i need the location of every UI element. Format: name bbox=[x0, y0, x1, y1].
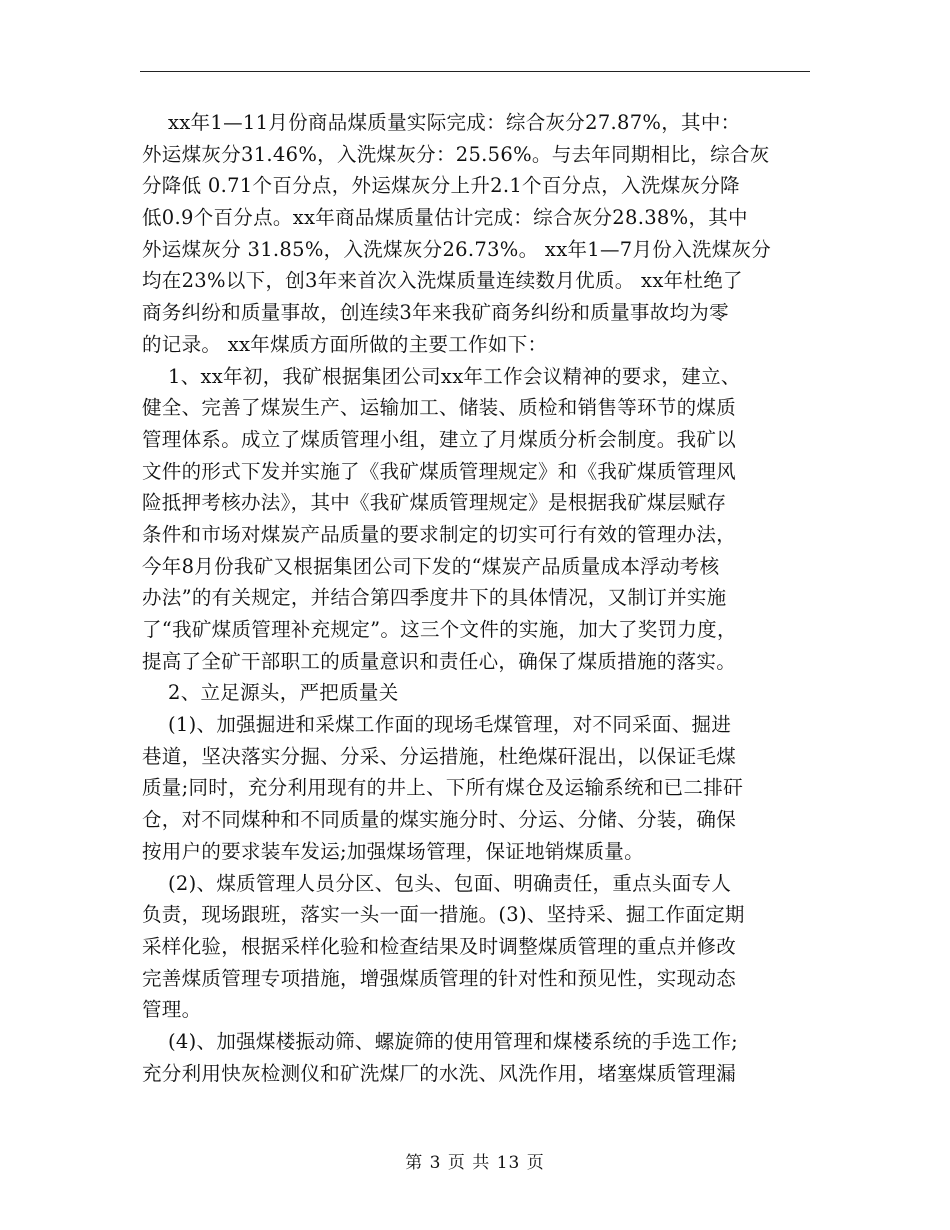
text-line: 分降低 0.71个百分点，外运煤灰分上升2.1个百分点，入洗煤灰分降 bbox=[142, 174, 740, 198]
text-line: 管理体系。成立了煤质管理小组，建立了月煤质分析会制度。我矿以 bbox=[142, 427, 737, 451]
text-line: 条件和市场对煤炭产品质量的要求制定的切实可行有效的管理办法， bbox=[142, 522, 737, 546]
text-line: 低0.9个百分点。xx年商品煤质量估计完成：综合灰分28.38%，其中 bbox=[142, 206, 748, 230]
text-line: 外运煤灰分 31.85%，入洗煤灰分26.73%。 xx年1—7月份入洗煤灰分 bbox=[142, 237, 772, 261]
text-line: 按用户的要求装车发运;加强煤场管理，保证地销煤质量。 bbox=[142, 839, 644, 863]
text-line: 管理。 bbox=[142, 998, 202, 1022]
text-line: 文件的形式下发并实施了《我矿煤质管理规定》和《我矿煤质管理风 bbox=[142, 459, 737, 483]
text-line: 健全、完善了煤炭生产、运输加工、储装、质检和销售等环节的煤质 bbox=[142, 396, 737, 420]
text-line: 巷道，坚决落实分掘、分采、分运措施，杜绝煤矸混出，以保证毛煤 bbox=[142, 744, 737, 768]
text-line: 了“我矿煤质管理补充规定”。这三个文件的实施，加大了奖罚力度， bbox=[142, 618, 737, 641]
text-line: 险抵押考核办法》，其中《我矿煤质管理规定》是根据我矿煤层赋存 bbox=[142, 491, 727, 515]
text-line: 采样化验，根据采样化验和检查结果及时调整煤质管理的重点并修改 bbox=[142, 934, 737, 958]
text-line: 充分利用快灰检测仪和矿洗煤厂的水洗、风洗作用，堵塞煤质管理漏 bbox=[142, 1061, 737, 1085]
text-line: 1、xx年初，我矿根据集团公司xx年工作会议精神的要求，建立、 bbox=[142, 364, 741, 388]
text-line: 2、立足源头，严把质量关 bbox=[142, 681, 399, 705]
text-line: 商务纠纷和质量事故，创连续3年来我矿商务纠纷和质量事故均为零 bbox=[142, 301, 729, 325]
text-line: (4)、加强煤楼振动筛、螺旋筛的使用管理和煤楼系统的手选工作; bbox=[142, 1029, 738, 1053]
header-rule bbox=[140, 71, 810, 72]
text-line: 提高了全矿干部职工的质量意识和责任心，确保了煤质措施的落实。 bbox=[142, 649, 737, 673]
text-line: (2)、煤质管理人员分区、包头、包面、明确责任，重点头面专人 bbox=[142, 871, 732, 895]
text-line: 完善煤质管理专项措施，增强煤质管理的针对性和预见性，实现动态 bbox=[142, 966, 737, 990]
text-line: (1)、加强掘进和采煤工作面的现场毛煤管理，对不同采面、掘进 bbox=[142, 713, 732, 737]
text-line: 外运煤灰分31.46%，入洗煤灰分：25.56%。与去年同期相比，综合灰 bbox=[142, 142, 770, 166]
text-line: xx年1—11月份商品煤质量实际完成：综合灰分27.87%，其中： bbox=[142, 111, 741, 134]
text-line: 办法”的有关规定，并结合第四季度井下的具体情况，又制订并实施 bbox=[142, 586, 727, 610]
text-line: 均在23%以下，创3年来首次入洗煤质量连续数月优质。 xx年杜绝了 bbox=[142, 269, 743, 293]
text-line: 今年8月份我矿又根据集团公司下发的“煤炭产品质量成本浮动考核 bbox=[142, 554, 720, 578]
text-line: 负责，现场跟班，落实一头一面一措施。(3)、坚持采、掘工作面定期 bbox=[142, 903, 745, 927]
page-footer: 第 3 页 共 13 页 bbox=[405, 1153, 545, 1173]
text-line: 质量;同时，充分利用现有的井上、下所有煤仓及运输系统和已二排矸 bbox=[142, 776, 743, 800]
text-line: 仓，对不同煤种和不同质量的煤实施分时、分运、分储、分装，确保 bbox=[142, 808, 737, 832]
document-body bbox=[142, 107, 822, 1089]
text-line: 的记录。 xx年煤质方面所做的主要工作如下： bbox=[142, 332, 548, 356]
